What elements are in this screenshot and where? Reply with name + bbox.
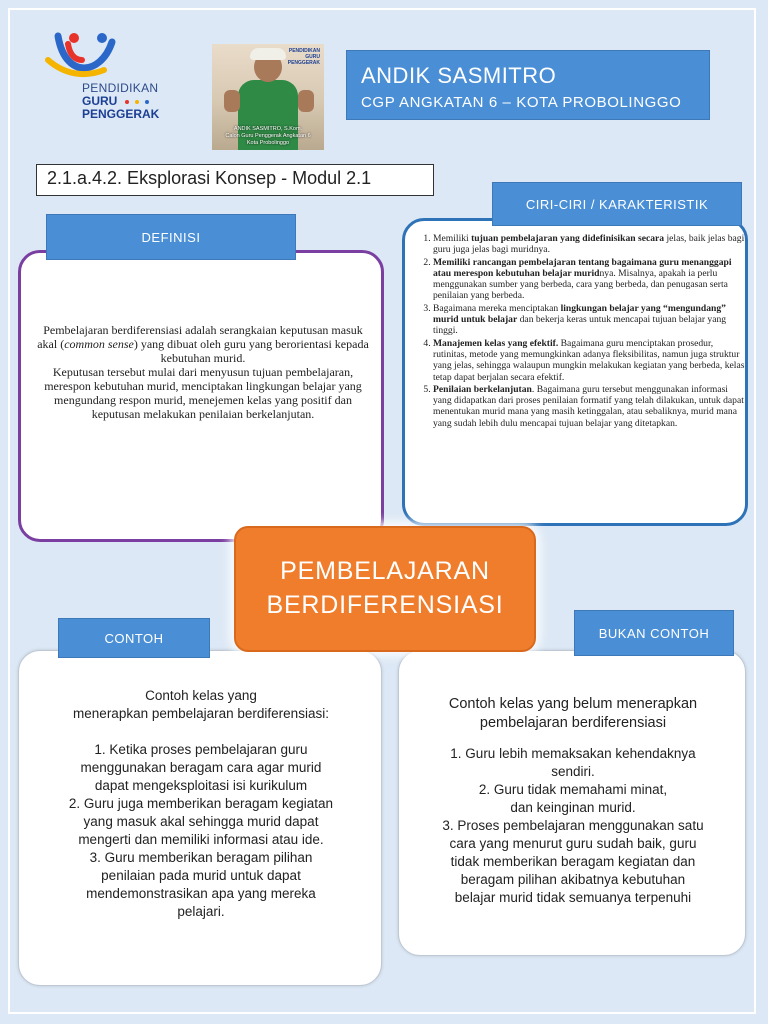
ciri-item: 2. Memiliki rancangan pembelajaran tentang bagaimana guru menanggapi atau merespon kebutuhan belajar muridnya. Misalnya, apakah ia perlu menggunakan sumber yang berbeda, cara yang berbeda, dan penugasan serta penilaian yang berbeda. (433, 257, 749, 302)
contoh-card (18, 650, 382, 986)
definisi-label: DEFINISI (46, 214, 296, 260)
definisi-p1a: Pembelajaran berdiferensiasi adalah serangkaian keputusan masuk akal ( (37, 323, 363, 351)
bukan-contoh-label: BUKAN CONTOH (574, 610, 734, 656)
definisi-card (18, 250, 384, 542)
name-banner (346, 50, 710, 120)
photo-caption (218, 126, 318, 147)
center-title (234, 526, 536, 652)
photo-caption-line1: ANDIK SASMITRO, S.Kom. (233, 126, 303, 132)
ciri-item: 5. Penilaian berkelanjutan. Bagaimana guru tersebut menggunakan informasi yang didapatkan dari proses penilaian formatif yang telah dilakukan, untuk dapat menentukan murid mana yang masih ketinggalan, atau sebaliknya, murid mana yang sudah lebih dulu mencapai tujuan belajar yang ditetapkan. (433, 384, 749, 429)
photo-caption-line2: Calon Guru Penggerak Angkatan 6 (225, 133, 311, 139)
bukan-contoh-text: Contoh kelas yang belum menerapkan pembelajaran berdiferensiasi 1. Guru lebih memaksakan kehendaknya sendiri. 2. Guru tidak memahami minat, dan keinginan murid. 3. Proses pembelajaran menggunakan satu cara yang menurut guru sudah baik, guru tidak memberikan beragam kegiatan dan beragam pilihan akibatnya kebutuhan belajar murid tidak semuanya terpenuhi (442, 696, 704, 905)
contoh-text: Contoh kelas yang menerapkan pembelajaran berdiferensiasi: 1. Ketika proses pembelajaran guru menggunakan beragam cara agar murid dapat mengeksploitasi isi kurikulum 2. Guru juga memberikan beragam kegiatan yang masuk akal sehingga murid dapat mengerti dan memiliki informasi atau ide. 3. Guru memberikan beragam pilihan penilaian pada murid untuk dapat mendemonstrasikan apa yang mereka pelajari. (68, 688, 334, 919)
thumbs-up-icon (224, 90, 240, 112)
bukan-contoh-card (398, 650, 746, 956)
logo-text-line1: PENDIDIKAN (82, 81, 159, 95)
logo-text-line3: PENGGERAK (82, 107, 160, 121)
ciri-item: 1. Memiliki tujuan pembelajaran yang didefinisikan secara jelas, baik jelas bagi guru juga jelas bagi muridnya. (433, 233, 749, 256)
author-name: ANDIK SASMITRO (361, 63, 557, 88)
logo-text-line2: GURU (82, 94, 118, 108)
ciri-item: 3. Bagaimana mereka menciptakan lingkungan belajar yang “mengundang” murid untuk belajar dan bekerja keras untuk mencapai tujuan belajar yang tinggi. (433, 303, 749, 337)
profile-photo (212, 44, 324, 150)
ciri-item: 4. Manajemen kelas yang efektif. Bagaimana guru menciptakan prosedur, rutinitas, metode yang memungkinkan adanya fleksibilitas, namun juga struktur yang jelas, sehingga walaupun mungkin melakukan kegiatan yang berbeda, kelas tetap dapat berjalan secara efektif. (433, 338, 749, 383)
pendidikan-guru-penggerak-logo (44, 30, 184, 130)
definisi-text (35, 323, 371, 421)
ciri-list (417, 233, 749, 430)
ciri-card (402, 218, 748, 526)
logo-figure-icon (44, 30, 124, 86)
center-title-line2: BERDIFERENSIASI (266, 591, 504, 619)
photo-mini-logo: PENDIDIKAN GURU PENGGERAK (287, 48, 320, 66)
module-title: 2.1.a.4.2. Eksplorasi Konsep - Modul 2.1 (36, 164, 434, 196)
thumbs-up-icon (298, 90, 314, 112)
photo-caption-line3: Kota Probolinggo (246, 140, 290, 146)
center-title-line1: PEMBELAJARAN (280, 557, 490, 585)
definisi-p2: Keputusan tersebut mulai dari menyusun tujuan pembelajaran, merespon kebutuhan murid, menciptakan lingkungan belajar yang mengundang respon murid, menejemen kelas yang positif dan keputusan melakukan penilaian berkelanjutan. (44, 365, 362, 421)
definisi-p1b: ) yang dibuat oleh guru yang berorientasi kepada kebutuhan murid. (133, 337, 369, 365)
ciri-label: CIRI-CIRI / KARAKTERISTIK (492, 182, 742, 226)
author-subtitle: CGP ANGKATAN 6 – KOTA PROBOLINGGO (361, 94, 682, 111)
definisi-p1-em: common sense (64, 337, 134, 351)
contoh-label: CONTOH (58, 618, 210, 658)
